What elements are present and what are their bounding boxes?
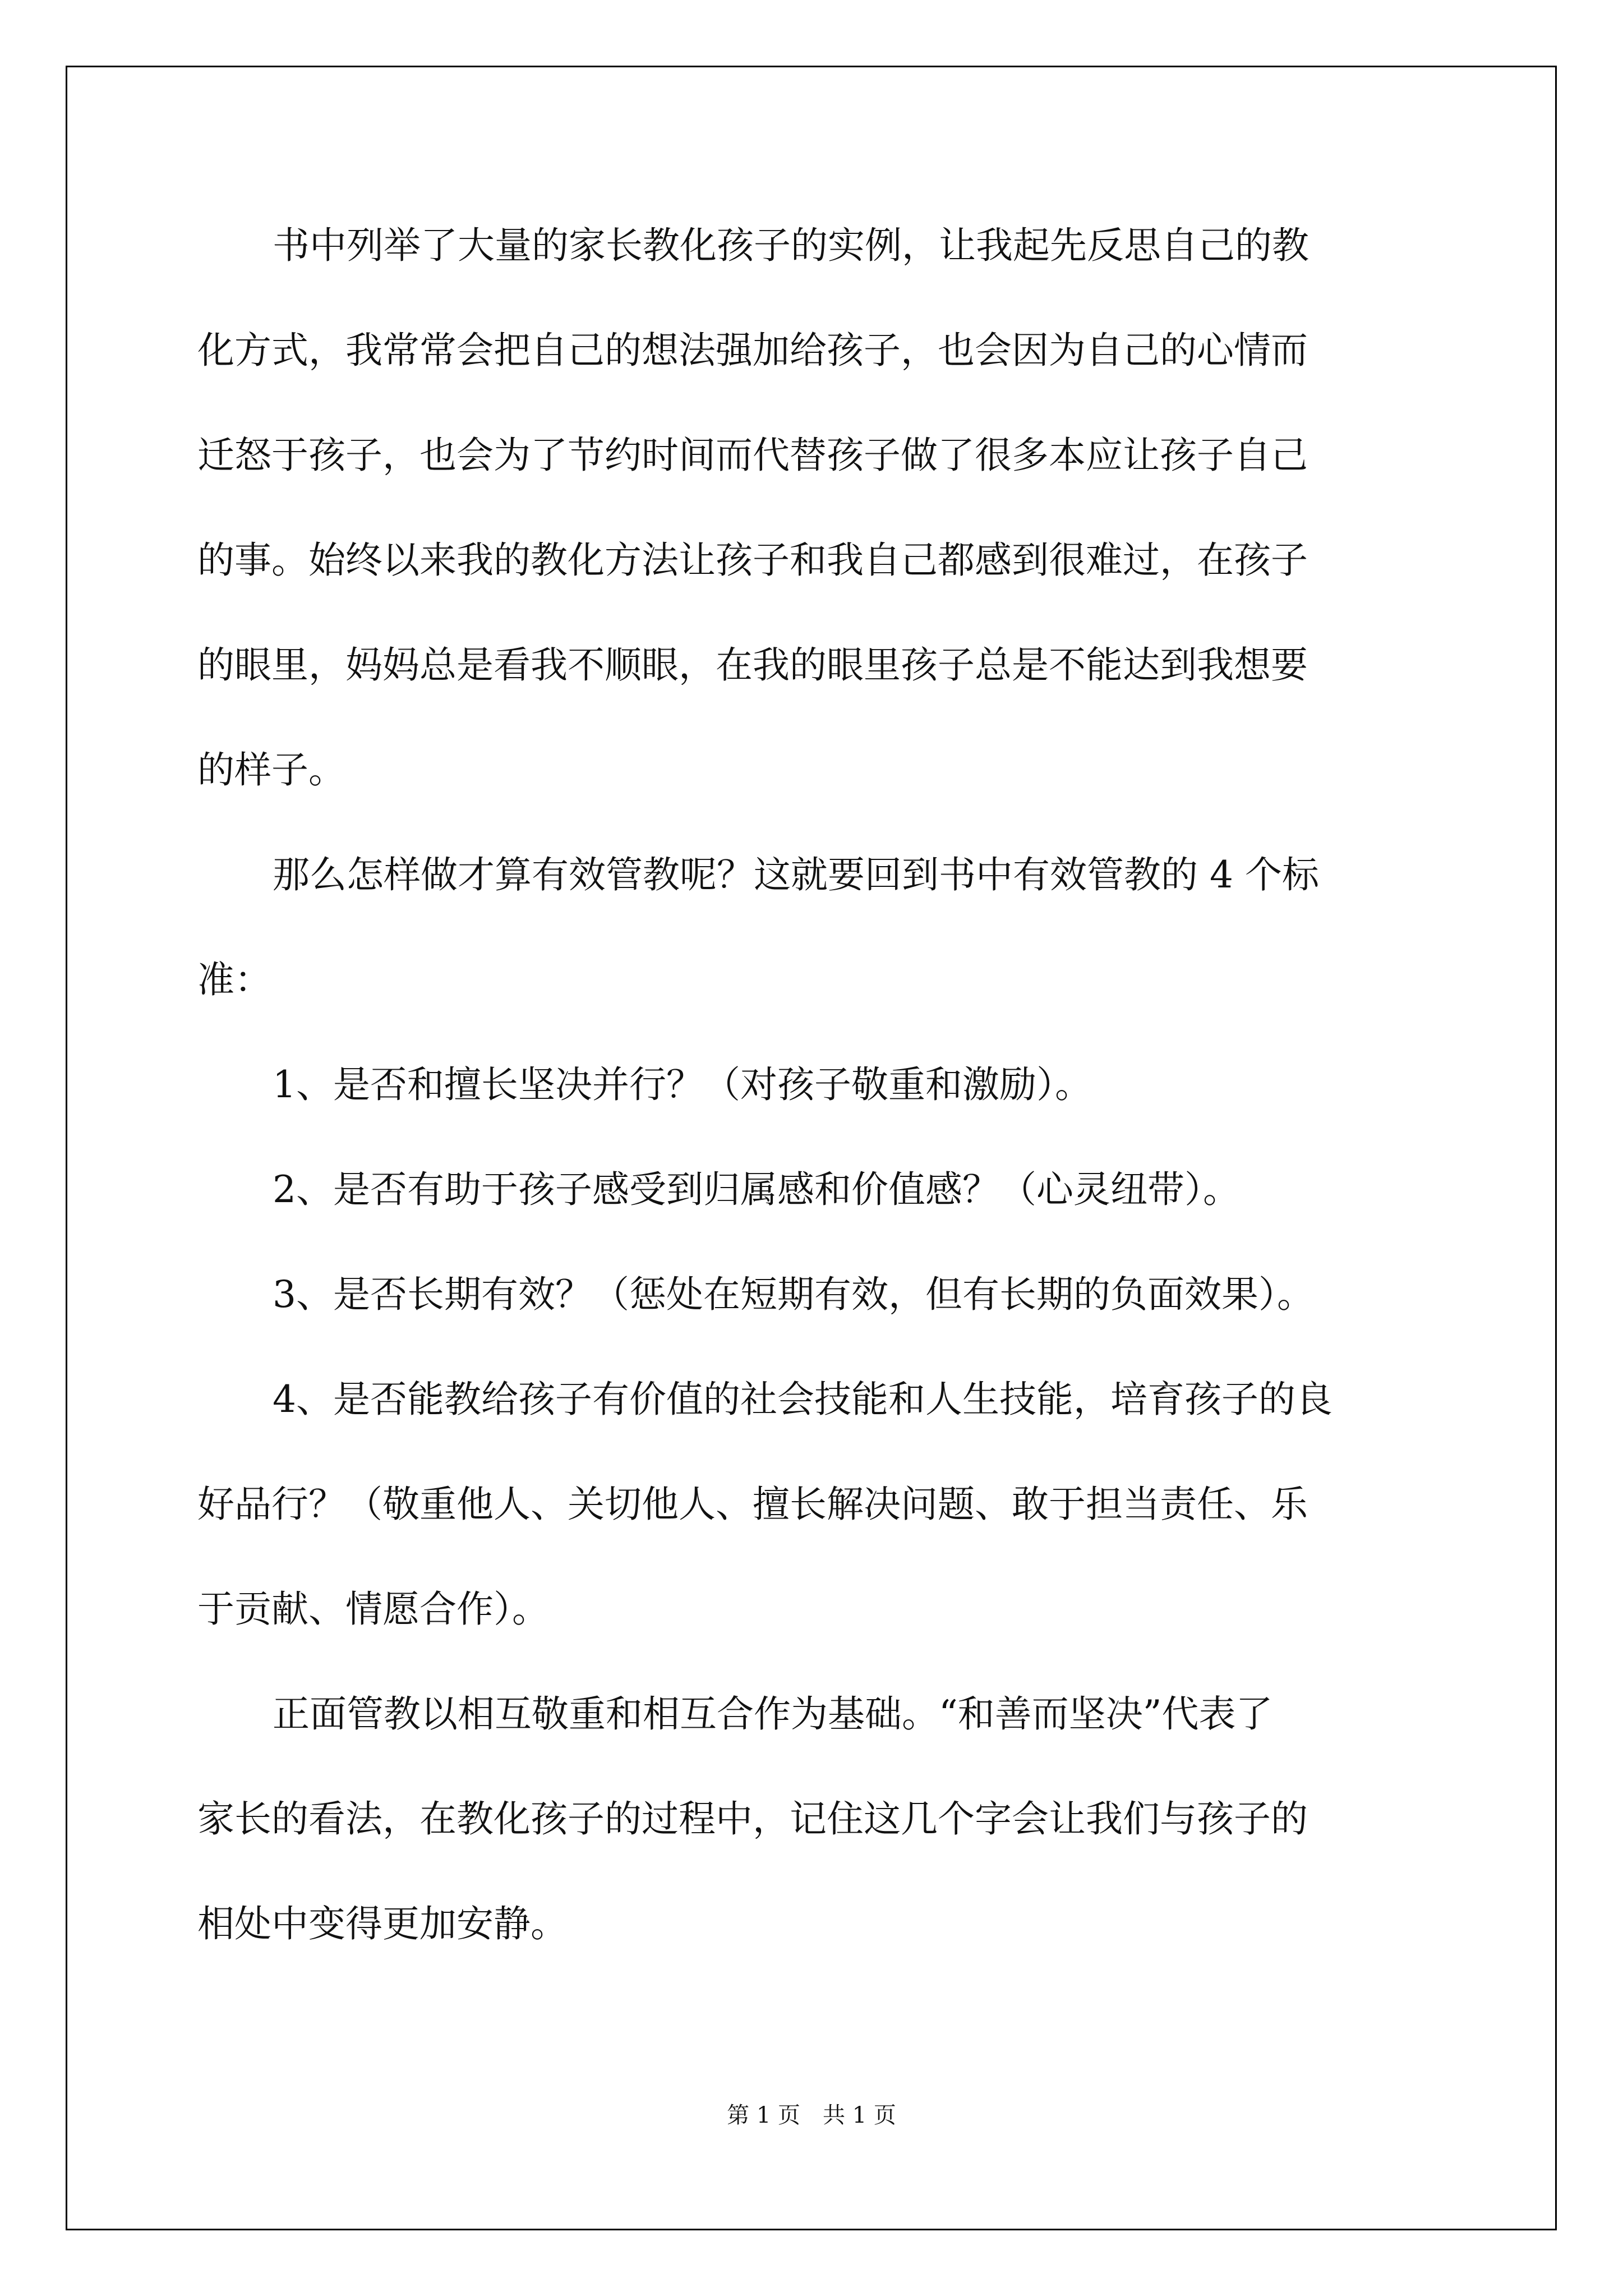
paragraph-3-line-1: 正面管教以相互敬重和相互合作为基础。“和善而坚决”代表了 — [273, 1692, 1273, 1736]
paragraph-1-line-2: 化方式，我常常会把自己的想法强加给孩子，也会因为自己的心情而 — [197, 329, 1308, 372]
list-item-3: 3、是否长期有效？（惩处在短期有效，但有长期的负面效果）。 — [273, 1273, 1314, 1316]
page-number-footer: 第 1 页 共 1 页 — [727, 2102, 896, 2128]
paragraph-3-line-2: 家长的看法，在教化孩子的过程中，记住这几个字会让我们与孩子的 — [197, 1797, 1308, 1841]
paragraph-1-line-5: 的眼里，妈妈总是看我不顺眼，在我的眼里孩子总是不能达到我想要 — [197, 643, 1308, 687]
paragraph-1-line-4: 的事。始终以来我的教化方法让孩子和我自己都感到很难过，在孩子 — [197, 539, 1308, 582]
paragraph-2-line-2: 准： — [197, 958, 271, 1001]
list-item-1: 1、是否和擅长坚决并行？（对孩子敬重和激励）。 — [273, 1063, 1092, 1106]
paragraph-1-line-1: 书中列举了大量的家长教化孩子的实例，让我起先反思自己的教 — [273, 224, 1309, 267]
paragraph-1-line-6: 的样子。 — [197, 748, 345, 792]
list-item-4-line-2: 好品行？（敬重他人、关切他人、擅长解决问题、敢于担当责任、乐 — [197, 1483, 1308, 1526]
paragraph-3-line-3: 相处中变得更加安静。 — [197, 1902, 568, 1945]
list-item-4-line-1: 4、是否能教给孩子有价值的社会技能和人生技能，培育孩子的良 — [273, 1378, 1332, 1421]
list-item-4-line-3: 于贡献、情愿合作）。 — [197, 1588, 549, 1631]
list-item-2: 2、是否有助于孩子感受到归属感和价值感？（心灵纽带）。 — [273, 1168, 1240, 1211]
paragraph-2-line-1: 那么怎样做才算有效管教呢？这就要回到书中有效管教的 4 个标 — [273, 853, 1319, 896]
paragraph-1-line-3: 迁怒于孩子，也会为了节约时间而代替孩子做了很多本应让孩子自己 — [197, 434, 1308, 477]
